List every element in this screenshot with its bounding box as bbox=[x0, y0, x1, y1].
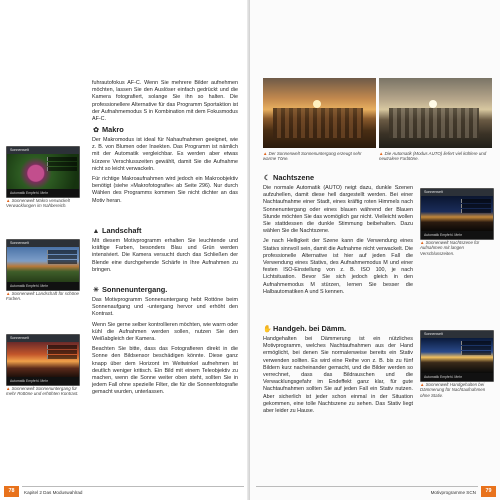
screen-title: Sonnenwelt bbox=[7, 147, 79, 154]
caption-macro: ▲ Sonnenwelt Makro verwackelt Verwacklungen im Nahbereich. bbox=[6, 198, 70, 209]
page-number: 79 bbox=[481, 486, 496, 497]
hand-section bbox=[263, 336, 413, 418]
nacht-paragraph-1: Die normale Automatik (AUTO) neigt dazu, dunkle Szenen aufzuhellen, damit diese hell dargestellt werden. Bei einer Nachtaufnahme einer Stadt, eines kräftig roten Himmels nach Sonnenuntergang oder eines blauen während der Blauen Stunde möchten Sie das womöglich gar nicht. Vielleicht wollen Sie stattdessen die dunkle Stimmung beibehalten. Dazu wählen Sie die Nachtszene. bbox=[263, 185, 413, 235]
caption-marker-icon: ▲ bbox=[263, 151, 269, 156]
hand-icon: ✋ bbox=[263, 326, 272, 333]
photo-auto-neutral bbox=[379, 78, 492, 148]
caption-photo-warm: ▲ Der Sonnenwelt Sonnenuntergang erzeugt sehr warme Töne. bbox=[263, 151, 362, 162]
camera-screen-macro bbox=[6, 146, 80, 198]
makro-paragraph-2: Für richtige Makroaufnahmen wird jedoch ein Makroobjektiv benötigt (siehe »Makrofotografie« ab Seite 296). Nur durch Wählen des Programms kommen Sie nicht dichter an das Motiv heran. bbox=[92, 176, 238, 204]
caption-marker-icon: ▲ bbox=[6, 386, 12, 391]
sonnen-section bbox=[92, 297, 238, 400]
screen-footer: Automatik Empfehl. Mehr bbox=[421, 373, 493, 381]
camera-screen-sunset bbox=[6, 334, 80, 386]
screen-menu bbox=[461, 199, 491, 214]
screen-footer: Automatik Empfehl. Mehr bbox=[421, 231, 493, 239]
caption-sunset: ▲ Sonnenwelt Sonnenuntergang für mehr Rottöne und erhöhten Kontrast. bbox=[6, 386, 79, 397]
caption-handheld: ▲ Sonnenwelt Handgehalten bei Dämmerung für Nachtaufnahmen ohne Stativ. bbox=[420, 382, 486, 398]
right-page bbox=[250, 0, 500, 500]
nacht-paragraph-2: Je nach Helligkeit der Szene kann die Verwendung eines Stativs sinnvoll sein, damit die Aufnahme nicht verwackelt. Die professionelle Alternative ist hier auf jeden Fall die Verwendung eines Stativs, des Aufnahmemodus M und einer festen ISO-Einstellung von z. B. ISO 100, je nach Lichtsituation. Bevor Sie sich jedoch gleich in den Aufnahmemodus M stürzen, lernen Sie besser die Halbautomatiken A und S kennen. bbox=[263, 238, 413, 295]
screen-title: Sonnenwelt bbox=[421, 331, 493, 338]
caption-landscape: ▲ Sonnenwelt Landschaft für schöne Farben. bbox=[6, 291, 79, 302]
photo-sunset-warm bbox=[263, 78, 376, 148]
screen-menu bbox=[47, 250, 77, 265]
left-text-intro bbox=[92, 80, 238, 126]
building-columns-shape bbox=[273, 108, 363, 138]
caption-marker-icon: ▲ bbox=[420, 240, 426, 245]
caption-night: ▲ Sonnenwelt Nachtszene für Aufnahmen mit langen Verschlusszeiten. bbox=[420, 240, 480, 256]
screen-menu bbox=[47, 345, 77, 360]
screen-menu bbox=[461, 341, 491, 356]
caption-marker-icon: ▲ bbox=[420, 382, 426, 387]
moon-icon: ☾ bbox=[263, 175, 271, 182]
screen-title: Sonnenwelt bbox=[421, 189, 493, 196]
footer-rule bbox=[256, 486, 478, 487]
footer-rule bbox=[22, 486, 244, 487]
building-columns-shape bbox=[389, 108, 479, 138]
sun-shape bbox=[429, 100, 437, 108]
screen-footer: Automatik Empfehl. Mehr bbox=[7, 377, 79, 385]
camera-screen-landscape bbox=[6, 239, 80, 291]
landschaft-paragraph-1: Mit diesem Motivprogramm erhalten Sie leuchtende und kräftige Farben, besonders Blau und Grün werden intensiviert. Die Kamera versucht durch das Schließen der Blende eine durchgehende Schärfe in Ihre Aufnahmen zu bringen. bbox=[92, 238, 238, 273]
screen-menu bbox=[47, 157, 77, 172]
mountain-icon: ▲ bbox=[92, 228, 100, 235]
heading-handgehalten: ✋Handgeh. bei Dämm. bbox=[263, 324, 347, 333]
camera-screen-night bbox=[420, 188, 494, 240]
flower-icon: ✿ bbox=[93, 127, 99, 134]
sonnen-paragraph-2: Wenn Sie gerne selber kontrollieren möchten, wie warm oder kühl die Aufnahmen werden sollen, nutzen Sie den Weißabgleich der Kamera. bbox=[92, 321, 238, 343]
caption-marker-icon: ▲ bbox=[379, 151, 385, 156]
landschaft-section bbox=[92, 238, 238, 277]
sonnen-paragraph-1: Das Motivprogramm Sonnenuntergang hebt Rottöne beim Sonnenaufgang und -untergang hervor und erhöht den Kontrast. bbox=[92, 297, 238, 318]
footer-chapter: Kapitel 2 Das Moduswahlrad bbox=[24, 490, 83, 495]
caption-photo-neutral: ▲ Die Automatik (Modus AUTO) liefert viel kühlere und neutralere Farbtöne. bbox=[379, 151, 487, 162]
makro-section bbox=[92, 137, 238, 208]
nacht-section bbox=[263, 185, 413, 299]
heading-landschaft: ▲ Landschaft bbox=[92, 226, 142, 235]
left-footer bbox=[0, 484, 250, 500]
makro-paragraph-1: Der Makromodus ist ideal für Nahaufnahmen geeignet, wie z. B. von Blumen oder Insekten. Das Programm ist nämlich mit der Automatik vergleichbar. Es werden aber etwas kürzere Verschlusszeiten gewählt, damit Sie die Aufnahme nicht so leicht verwackeln. bbox=[92, 137, 238, 172]
intro-paragraph: fuhrautofokus AF-C. Wenn Sie mehrere Bilder aufnehmen möchten, lassen Sie den Auslöser einfach gedrückt und die Kamera fotografiert, solange Sie ihn so halten. Die professionellere Alternative für das Programm Sportaktion ist der Aufnahmemodus S in Kombination mit dem Fokusmodus AF-C. bbox=[92, 80, 238, 123]
screen-title: Sonnenwelt bbox=[7, 335, 79, 342]
sunset-icon: ☀ bbox=[92, 287, 100, 294]
sun-shape bbox=[313, 100, 321, 108]
right-footer bbox=[250, 484, 500, 500]
page-number: 78 bbox=[4, 486, 19, 497]
footer-section: Motivprogramme SCN bbox=[430, 490, 476, 495]
heading-sonnenuntergang: ☀ Sonnenuntergang. bbox=[92, 285, 168, 294]
camera-screen-handheld bbox=[420, 330, 494, 382]
screen-footer: Automatik Empfehl. Mehr bbox=[7, 189, 79, 197]
hand-paragraph-1: Handgehalten bei Dämmerung ist ein nützliches Motivprogramm, welches Nachtaufnahmen aus der Hand ermöglicht, bei denen Sie normalerweise bereits ein Stativ verwenden sollten. Es wird eine Reihe von z. B. bis zu fünf Bildern kurz nacheinander gemacht, und die Bilder werden so verrechnet, dass das Bildrauschen und die Verwacklungsgefahr im Endeffekt ganz klar, für gute Nachtaufnahmen sollten Sie auf jeden Fall ein Stativ nutzen. Aber sicherlich ist jeder schon einmal in der Situation gekommen, eine tolle Nachtszene zu sehen. Das Stativ liegt aber leider zu Hause. bbox=[263, 336, 413, 415]
caption-marker-icon: ▲ bbox=[6, 291, 12, 296]
sonnen-paragraph-3: Beachten Sie bitte, dass das Fotografieren direkt in die Sonne den Bildsensor beschädigen könnte. Diese ganz knapp über dem Horizont im Weitwinkel aufnehmen ist deutlich weniger kritisch. Ein Bild mit einem Teleobjektiv zu machen, wenn die Sonne weiter oben steht, sollten Sie in jedem Fall ohne spezielle Filter, die für die Sonnenfotografie gemacht wurden, unterlassen. bbox=[92, 346, 238, 396]
caption-marker-icon: ▲ bbox=[6, 198, 12, 203]
heading-makro: ✿ Makro bbox=[93, 125, 124, 134]
heading-nachtszene: ☾ Nachtszene bbox=[263, 173, 315, 182]
screen-title: Sonnenwelt bbox=[7, 240, 79, 247]
screen-footer: Automatik Empfehl. Mehr bbox=[7, 282, 79, 290]
